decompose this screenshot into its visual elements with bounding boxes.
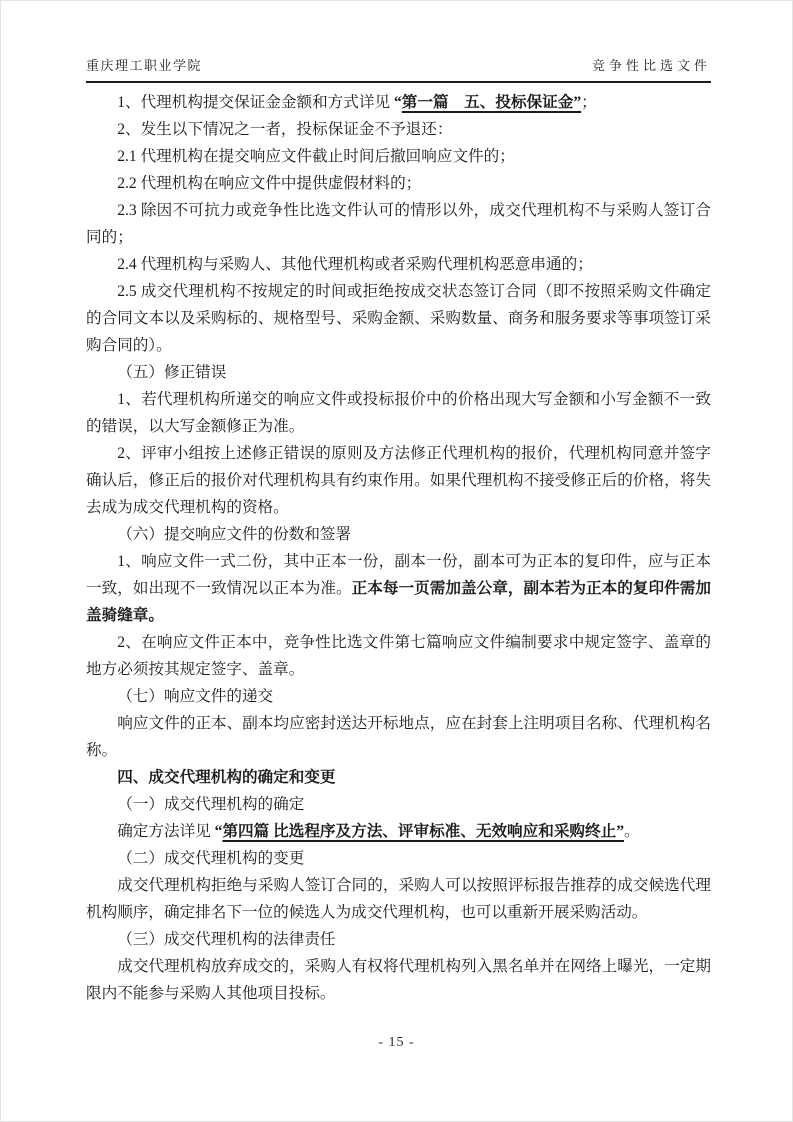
bold-run: 正本每一页需加盖公章，副本若为正本的复印件需加盖骑缝章。 xyxy=(86,580,711,624)
header-left-text: 重庆理工职业学院 xyxy=(86,58,203,73)
paragraph: 2、在响应文件正本中，竞争性比选文件第七篇响应文件编制要求中规定签字、盖章的地方必须按其规定签字、盖章。 xyxy=(86,634,711,678)
text-run: 。 xyxy=(624,823,640,840)
section-subheading: （六）提交响应文件的份数和签署 xyxy=(117,526,352,543)
paragraph: 2、评审小组按上述修正错误的原则及方法修正代理机构的报价，代理机构同意并签字确认后，修正后的报价对代理机构具有约束作用。如果代理机构不接受修正后的价格，将失去成为成交代理机构的资格。 xyxy=(86,445,711,516)
text-run: 确定方法详见 xyxy=(117,823,215,840)
paragraph: 成交代理机构放弃成交的，采购人有权将代理机构列入黑名单并在网络上曝光，一定期限内不能参与采购人其他项目投标。 xyxy=(86,958,711,1002)
paragraph: 2.5 成交代理机构不按规定的时间或拒绝按成交状态签订合同（即不按照采购文件确定的合同文本以及采购标的、规格型号、采购金额、采购数量、商务和服务要求等事项签订采购合同的）。 xyxy=(86,283,711,354)
paragraph xyxy=(86,818,711,845)
bold-underline-run: 第一篇 五、投标保证金” xyxy=(401,94,582,111)
section-subheading: （一）成交代理机构的确定 xyxy=(117,796,305,813)
paragraph xyxy=(86,89,711,116)
page-number: - 15 - xyxy=(378,1035,415,1050)
paragraph xyxy=(86,548,711,629)
section-subheading: （七）响应文件的递交 xyxy=(117,688,274,705)
document-body xyxy=(86,89,711,1007)
section-subheading: （三）成交代理机构的法律责任 xyxy=(117,931,336,948)
bold-run: “ xyxy=(214,823,223,840)
paragraph: 2.4 代理机构与采购人、其他代理机构或者采购代理机构恶意串通的； xyxy=(117,256,593,273)
paragraph: 2.3 除因不可抗力或竞争性比选文件认可的情形以外，成交代理机构不与采购人签订合同的； xyxy=(86,202,711,246)
text-run: 1、响应文件一式二份，其中正本一份，副本一份，副本可为正本的复印件，应与正本一致，如出现不一致情况以正本为准。 xyxy=(86,553,711,597)
section-subheading: （二）成交代理机构的变更 xyxy=(117,850,305,867)
paragraph: 1、若代理机构所递交的响应文件或投标报价中的价格出现大写金额和小写金额不一致的错误，以大写金额修正为准。 xyxy=(86,391,711,435)
header-right-text: 竞争性比选文件 xyxy=(591,58,711,73)
page-header xyxy=(86,58,711,83)
bold-underline-run: 第四篇 比选程序及方法、评审标准、无效响应和采购终止” xyxy=(222,823,624,840)
section-subheading: （五）修正错误 xyxy=(117,364,227,381)
paragraph: 2.1 代理机构在提交响应文件截止时间后撤回响应文件的； xyxy=(117,148,515,165)
section-heading: 四、成交代理机构的确定和变更 xyxy=(117,769,336,786)
paragraph: 2、发生以下情况之一者，投标保证金不予退还： xyxy=(117,121,453,138)
text-run: ； xyxy=(581,94,597,111)
page-footer xyxy=(1,1035,792,1051)
text-run: 1、代理机构提交保证金金额和方式详见 xyxy=(117,94,394,111)
paragraph: 成交代理机构拒绝与采购人签订合同的，采购人可以按照评标报告推荐的成交候选代理机构顺序，确定排名下一位的候选人为成交代理机构，也可以重新开展采购活动。 xyxy=(86,877,711,921)
paragraph: 2.2 代理机构在响应文件中提供虚假材料的； xyxy=(117,175,422,192)
bold-run: “ xyxy=(393,94,402,111)
paragraph: 响应文件的正本、副本均应密封送达开标地点，应在封套上注明项目名称、代理机构名称。 xyxy=(86,715,711,759)
